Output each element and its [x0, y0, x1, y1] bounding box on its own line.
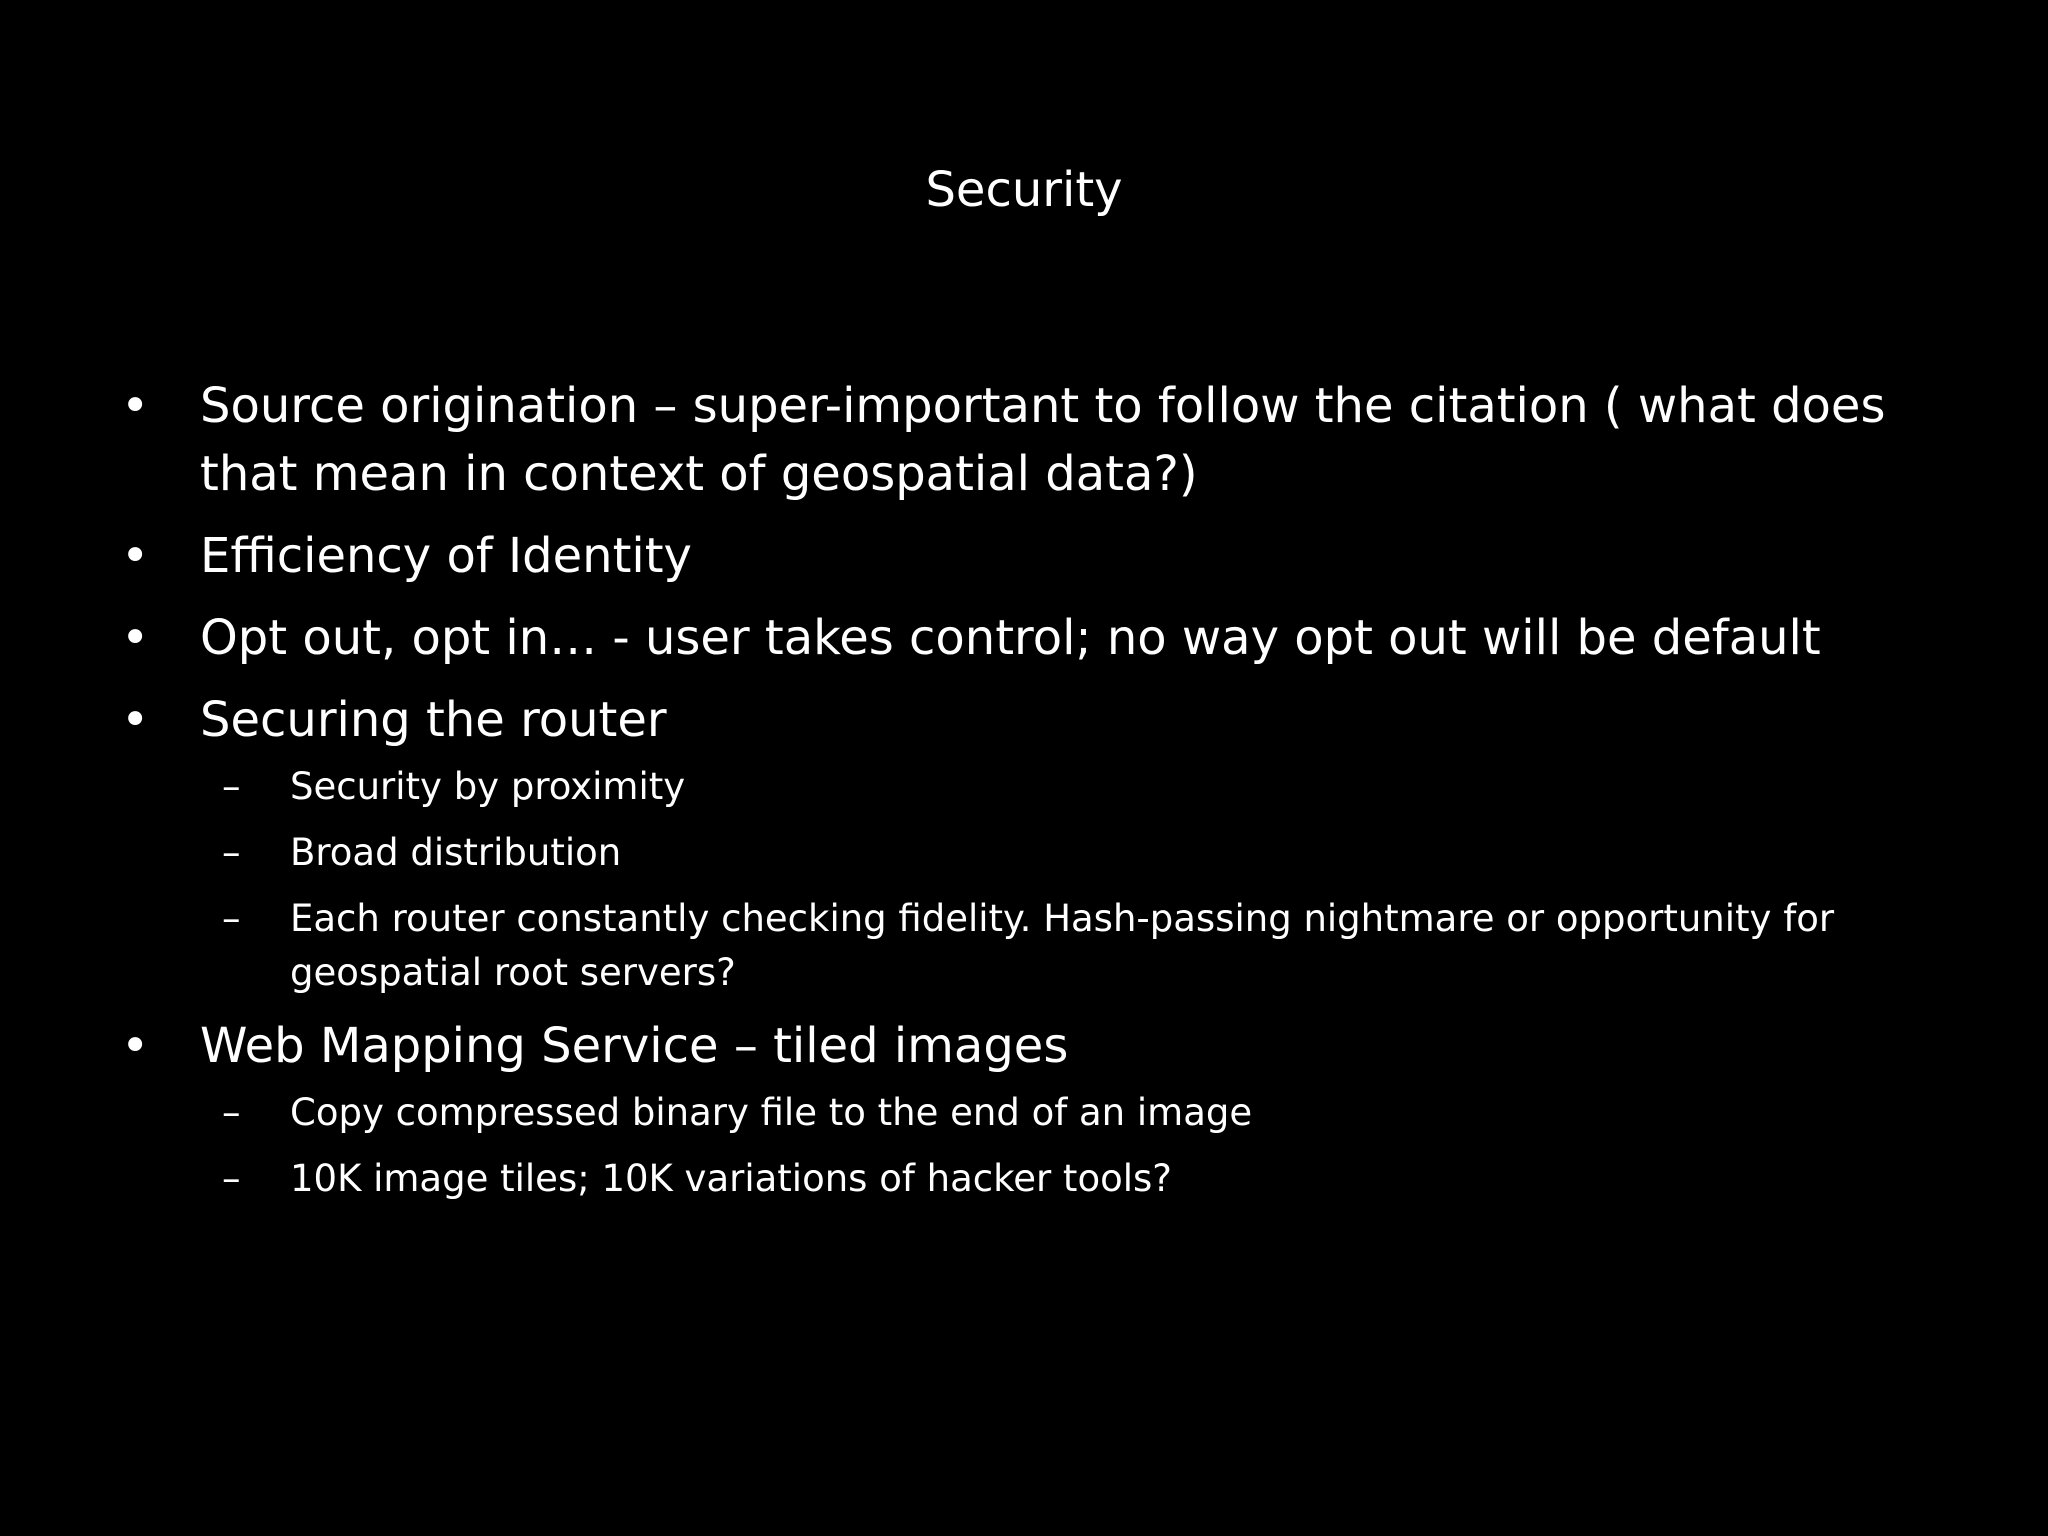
- dash-icon: –: [222, 765, 241, 808]
- slide-title: Security: [925, 162, 1123, 218]
- bullet-item-securing-the-router: [118, 686, 1900, 754]
- bullet-text: Source origination – super-important to follow the citation ( what does that mean in context of geospatial data?): [200, 378, 1886, 502]
- bullet-icon: •: [121, 692, 150, 748]
- bullet-item-efficiency-of-identity: [118, 522, 1900, 590]
- bullet-text: Securing the router: [200, 692, 667, 748]
- sub-item-text: Each router constantly checking fidelity. Hash-passing nightmare or opportunity for geospatial root servers?: [290, 897, 1835, 994]
- sub-item-text: Broad distribution: [290, 831, 622, 874]
- dash-icon: –: [222, 831, 241, 874]
- bullet-item-source-origination: [118, 372, 1900, 508]
- bullet-icon: •: [121, 378, 150, 434]
- sub-item-copy-compressed-binary: [118, 1086, 1930, 1140]
- sub-item-text: 10K image tiles; 10K variations of hacker tools?: [290, 1157, 1172, 1200]
- sub-item-broad-distribution: [118, 826, 1930, 880]
- sub-item-security-by-proximity: [118, 760, 1930, 814]
- bullet-icon: •: [121, 1018, 150, 1074]
- bullet-list: [118, 372, 1918, 1218]
- bullet-icon: •: [121, 528, 150, 584]
- bullet-item-web-mapping-service: [118, 1012, 1900, 1080]
- bullet-item-opt-out: [118, 604, 1900, 672]
- sub-item-image-tiles: [118, 1152, 1930, 1206]
- sub-item-text: Copy compressed binary file to the end of an image: [290, 1091, 1253, 1134]
- dash-icon: –: [222, 1157, 241, 1200]
- sub-item-router-fidelity: [118, 892, 1930, 1000]
- bullet-text: Efficiency of Identity: [200, 528, 692, 584]
- bullet-icon: •: [121, 610, 150, 666]
- bullet-text: Opt out, opt in… - user takes control; no way opt out will be default: [200, 610, 1821, 666]
- dash-icon: –: [222, 897, 241, 940]
- bullet-text: Web Mapping Service – tiled images: [200, 1018, 1069, 1074]
- dash-icon: –: [222, 1091, 241, 1134]
- sub-item-text: Security by proximity: [290, 765, 686, 808]
